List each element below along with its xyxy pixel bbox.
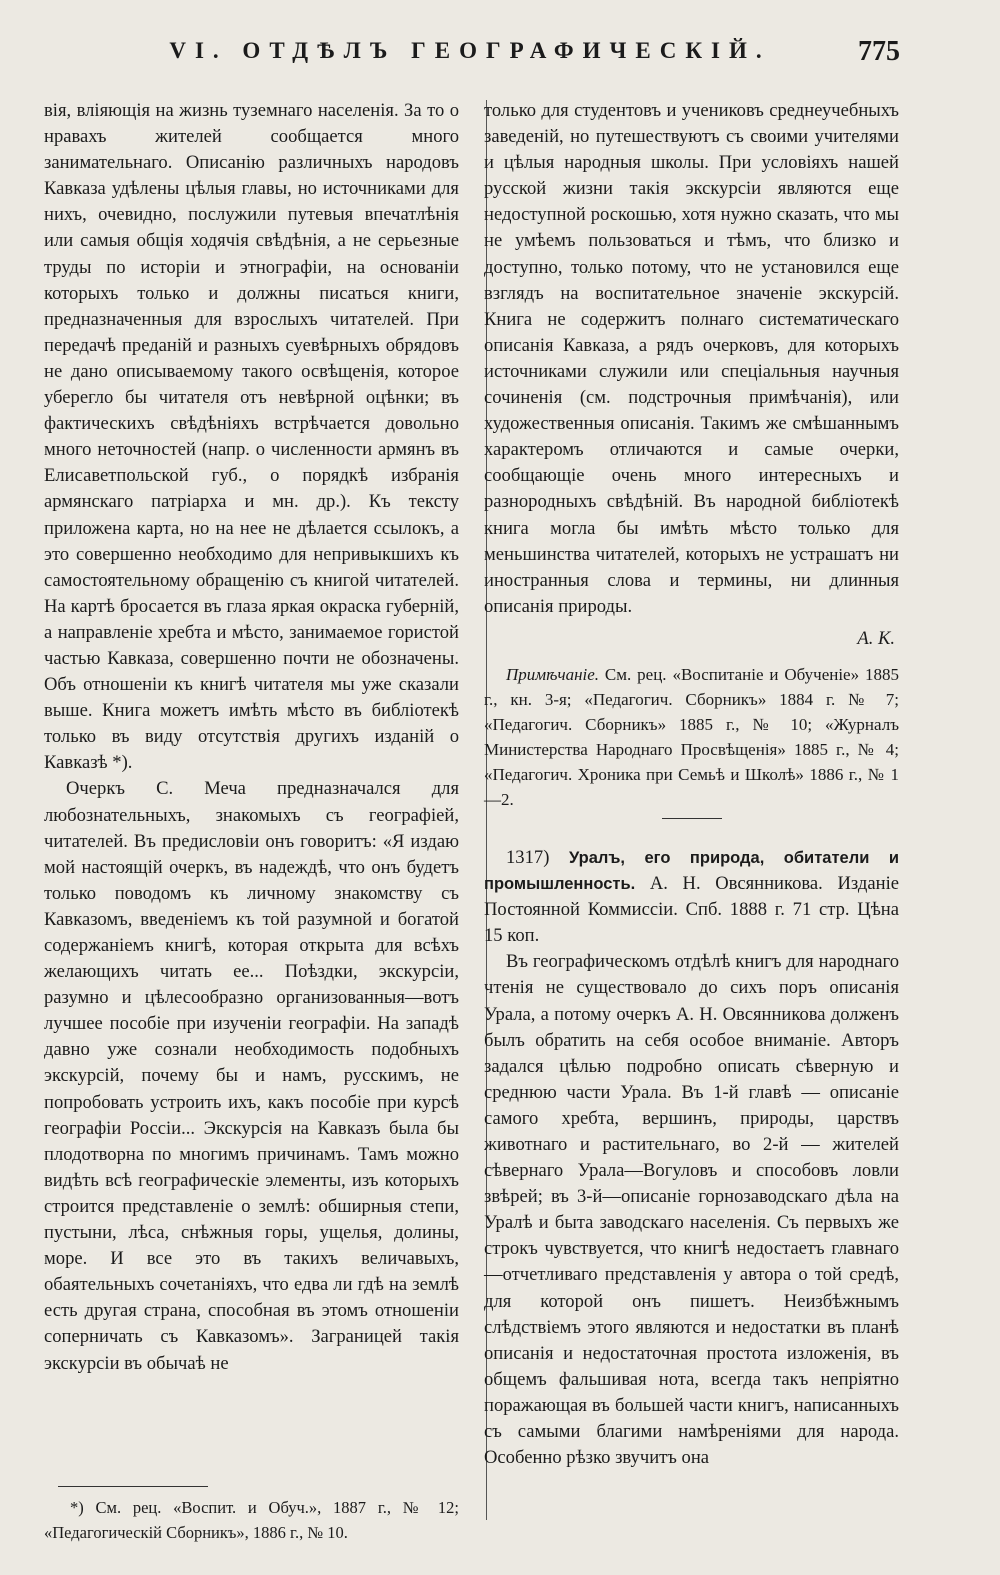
entry-author: А. Н. Овсянникова.: [649, 873, 823, 895]
right-column: [484, 98, 899, 1471]
entry-publication: Изданіе Постоянной Коммиссіи. Спб. 1888 г. 71 стр. Цѣна 15 коп.: [484, 873, 899, 947]
section-rule: [662, 818, 722, 819]
entry-number: 1317): [506, 846, 550, 868]
review-note: [484, 662, 899, 812]
right-paragraph-2: Въ географическомъ отдѣлѣ книгъ для народнаго чтенія не существовало до сихъ поръ описанія Урала, а потому очеркъ А. Н. Овсянникова долженъ былъ обратить на себя особое вниманіе. Авторъ задался цѣлью подробно описать сѣверную и среднюю части Урала. Въ 1-й главѣ — описаніе самого хребта, вершинъ, природы, царствъ животнаго и растительнаго, во 2-й — жителей сѣвернаго Урала—Вогуловъ и способовъ ловли звѣрей; въ 3-й—описаніе горнозаводскаго дѣла на Уралѣ и быта заводскаго населенія. Съ первыхъ же строкъ чувствуется, что книгѣ недостаетъ главнаго—отчетливаго представленія у автора о той средѣ, для которой онъ пишетъ. Неизбѣжнымъ слѣдствіемъ этого являются и недостатки въ планѣ описанія и недостаточная простота изложенія, въ общемъ фальшивая нота, всегда такъ непріятно поражающая въ большей части книгъ, написанныхъ съ самыми благими намѣреніями для народа. Особенно рѣзко звучитъ она: [484, 951, 899, 1469]
footnote: [44, 1496, 459, 1545]
left-paragraph-1: вія, вліяющія на жизнь туземнаго населенія. За то о нравахъ жителей сообщается много занимательнаго. Описанію различныхъ народовъ Кавказа удѣлены цѣлыя главы, но источниками для нихъ, очевидно, послужили путевыя впечатлѣнія или самыя общія ходячія свѣдѣнія, а не серьезные труды по исторіи и этнографіи, на основаніи которыхъ только и должны писаться книги, предназначенныя для взрослыхъ читателей. При передачѣ преданій и разныхъ суевѣрныхъ обрядовъ не дано описываемому такого освѣщенія, которое уберегло бы читателя отъ невѣрной оцѣнки; въ фактическихъ свѣдѣніяхъ встрѣчается довольно много неточностей (напр. о численности армянъ въ Елисаветпольской губ., о порядкѣ избранія армянскаго патріарха и мн. др.). Къ тексту приложена карта, но на нее не дѣлается ссылокъ, а это совершенно необходимо для непривыкшихъ къ самостоятельному обращенію съ книгой читателей. На картѣ бросается въ глаза яркая окраска губерній, а направленіе хребта и мѣсто, занимаемое гористой частью Кавказа, совершенно почти не обозначены. Объ отношеніи къ книгѣ читателя мы уже сказали выше. Книга можетъ имѣть мѣсто въ библіотекѣ только въ виду отсутствія другихъ изданій о Кавказѣ *).: [44, 100, 459, 774]
footnote-rule: [58, 1486, 208, 1487]
entry-heading: [484, 845, 899, 949]
running-head: VI. ОТДѢЛЪ ГЕОГРАФИЧЕСКІЙ.: [169, 38, 771, 63]
left-paragraph-2: Очеркъ С. Меча предназначался для любознательныхъ, знакомыхъ съ географіей, читателей. Въ предисловіи онъ говоритъ: «Я издаю мой настоящій очеркъ, въ надеждѣ, что онъ будетъ только поводомъ къ личному знакомству съ Кавказомъ, введеніемъ къ той разумной и богатой содержаніемъ книгѣ, которая открыта для всѣхъ желающихъ читать ее... Поѣздки, экскурсіи, разумно и цѣлесообразно организованныя—вотъ лучшее пособіе при изученіи географіи. На западѣ давно уже сознали необходимость подобныхъ экскурсій, почему бы и намъ, русскимъ, не попробовать устроить ихъ, какъ пособіе при курсѣ географіи Россіи... Экскурсія на Кавказъ была бы плодотворна по многимъ причинамъ. Тамъ можно видѣть всѣ географическіе элементы, изъ которыхъ строится представленіе о землѣ: обширныя степи, пустыни, лѣса, снѣжныя горы, ущелья, долины, море. И все это въ такихъ величавыхъ, обаятельныхъ сочетаніяхъ, что едва ли гдѣ на землѣ есть другая страна, способная въ этомъ отношеніи соперничать съ Кавказомъ». Заграницей такія экскурсіи въ обычаѣ не: [44, 778, 459, 1374]
note-label: Примѣчаніе.: [506, 664, 600, 684]
footnote-text: *) См. рец. «Воспит. и Обуч.», 1887 г., № 12; «Педагогическій Сборникъ», 1886 г., № 10.: [44, 1498, 459, 1542]
note-text: См. рец. «Воспитаніе и Обученіе» 1885 г., кн. 3-я; «Педагогич. Сборникъ» 1884 г. № 7; «Педагогич. Сборникъ» 1885 г., № 10; «Журналъ Министерства Народнаго Просвѣщенія» 1885 г., № 4; «Педагогич. Хроника при Семьѣ и Школѣ» 1886 г., № 1—2.: [484, 664, 899, 809]
review-signature: А. К.: [857, 627, 895, 649]
entry-title: Уралъ, его природа, обитатели и промышленность.: [484, 848, 900, 894]
page-number: 775: [858, 36, 900, 67]
right-paragraph-1: только для студентовъ и учениковъ среднеучебныхъ заведеній, но путешествуютъ съ своими учителями и цѣлыя народныя школы. При условіяхъ нашей русской жизни такія экскурсіи являются еще недоступной роскошью, хотя нужно сказать, что мы не умѣемъ пользоваться и тѣмъ, что близко и доступно, только потому, что не установился еще взглядъ на воспитательное значеніе экскурсій. Книга не содержитъ полнаго систематическаго описанія Кавказа, а рядъ очерковъ, для которыхъ источниками служили или спеціальныя научныя сочиненія (см. подстрочныя примѣчанія), или художественныя описанія. Такимъ же смѣшаннымъ характеромъ отличаются и самые очерки, сообщающіе очень много интересныхъ и разнородныхъ свѣдѣній. Въ народной библіотекѣ книга могла бы имѣть мѣсто только для меньшинства читателей, которыхъ не устрашатъ ни иностранныя слова и термины, ни длинныя описанія природы.: [484, 100, 899, 617]
left-column: [44, 98, 459, 1377]
